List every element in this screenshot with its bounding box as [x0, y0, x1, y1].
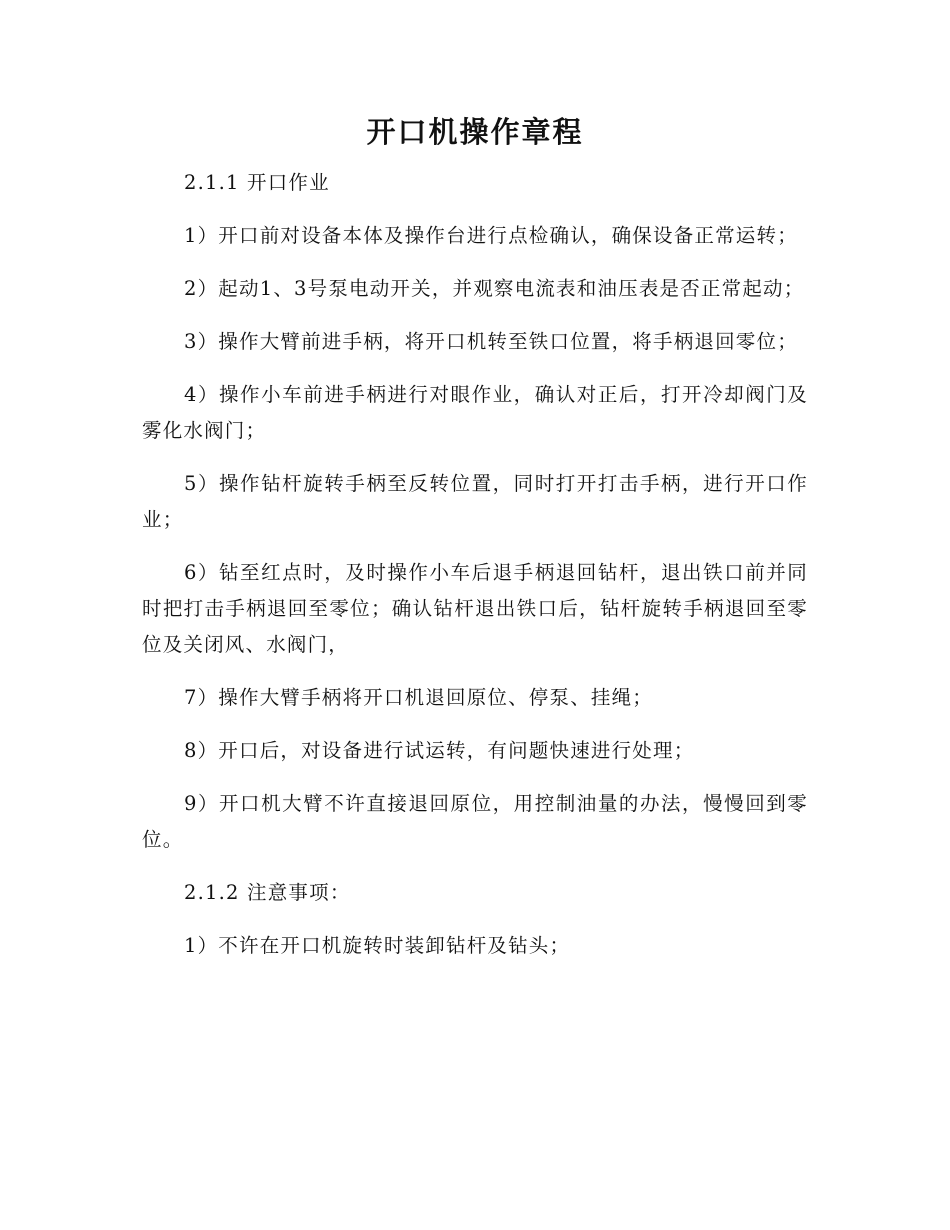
paragraph-step-3: 3）操作大臂前进手柄，将开口机转至铁口位置，将手柄退回零位； — [184, 330, 798, 353]
paragraph-step-6: 6）钻至红点时，及时操作小车后退手柄退回钻杆，退出铁口前并同时把打击手柄退回至零位；确认钻杆退出铁口后，钻杆旋转手柄退回至零位及关闭风、水阀门， — [142, 561, 808, 656]
paragraph-step-7: 7）操作大臂手柄将开口机退回原位、停泵、挂绳； — [184, 686, 654, 709]
document-body — [142, 165, 808, 981]
document-title: 开口机操作章程 — [366, 115, 584, 149]
paragraph-step-1: 1）开口前对设备本体及操作台进行点检确认，确保设备正常运转； — [184, 224, 798, 247]
paragraph-step-5: 5）操作钻杆旋转手柄至反转位置，同时打开打击手柄，进行开口作业； — [142, 472, 808, 531]
paragraph-step-4: 4）操作小车前进手柄进行对眼作业，确认对正后，打开冷却阀门及雾化水阀门； — [142, 383, 808, 442]
paragraph-step-8: 8）开口后，对设备进行试运转，有问题快速进行处理； — [184, 739, 695, 762]
paragraph-step-2: 2）起动1、3号泵电动开关，并观察电流表和油压表是否正常起动； — [184, 277, 805, 300]
section-heading-1: 2.1.1 开口作业 — [184, 171, 330, 194]
paragraph-note-1: 1）不许在开口机旋转时装卸钻杆及钻头； — [184, 934, 571, 957]
section-heading-2: 2.1.2 注意事项： — [184, 881, 351, 904]
paragraph-step-9: 9）开口机大臂不许直接退回原位，用控制油量的办法，慢慢回到零位。 — [142, 792, 808, 851]
